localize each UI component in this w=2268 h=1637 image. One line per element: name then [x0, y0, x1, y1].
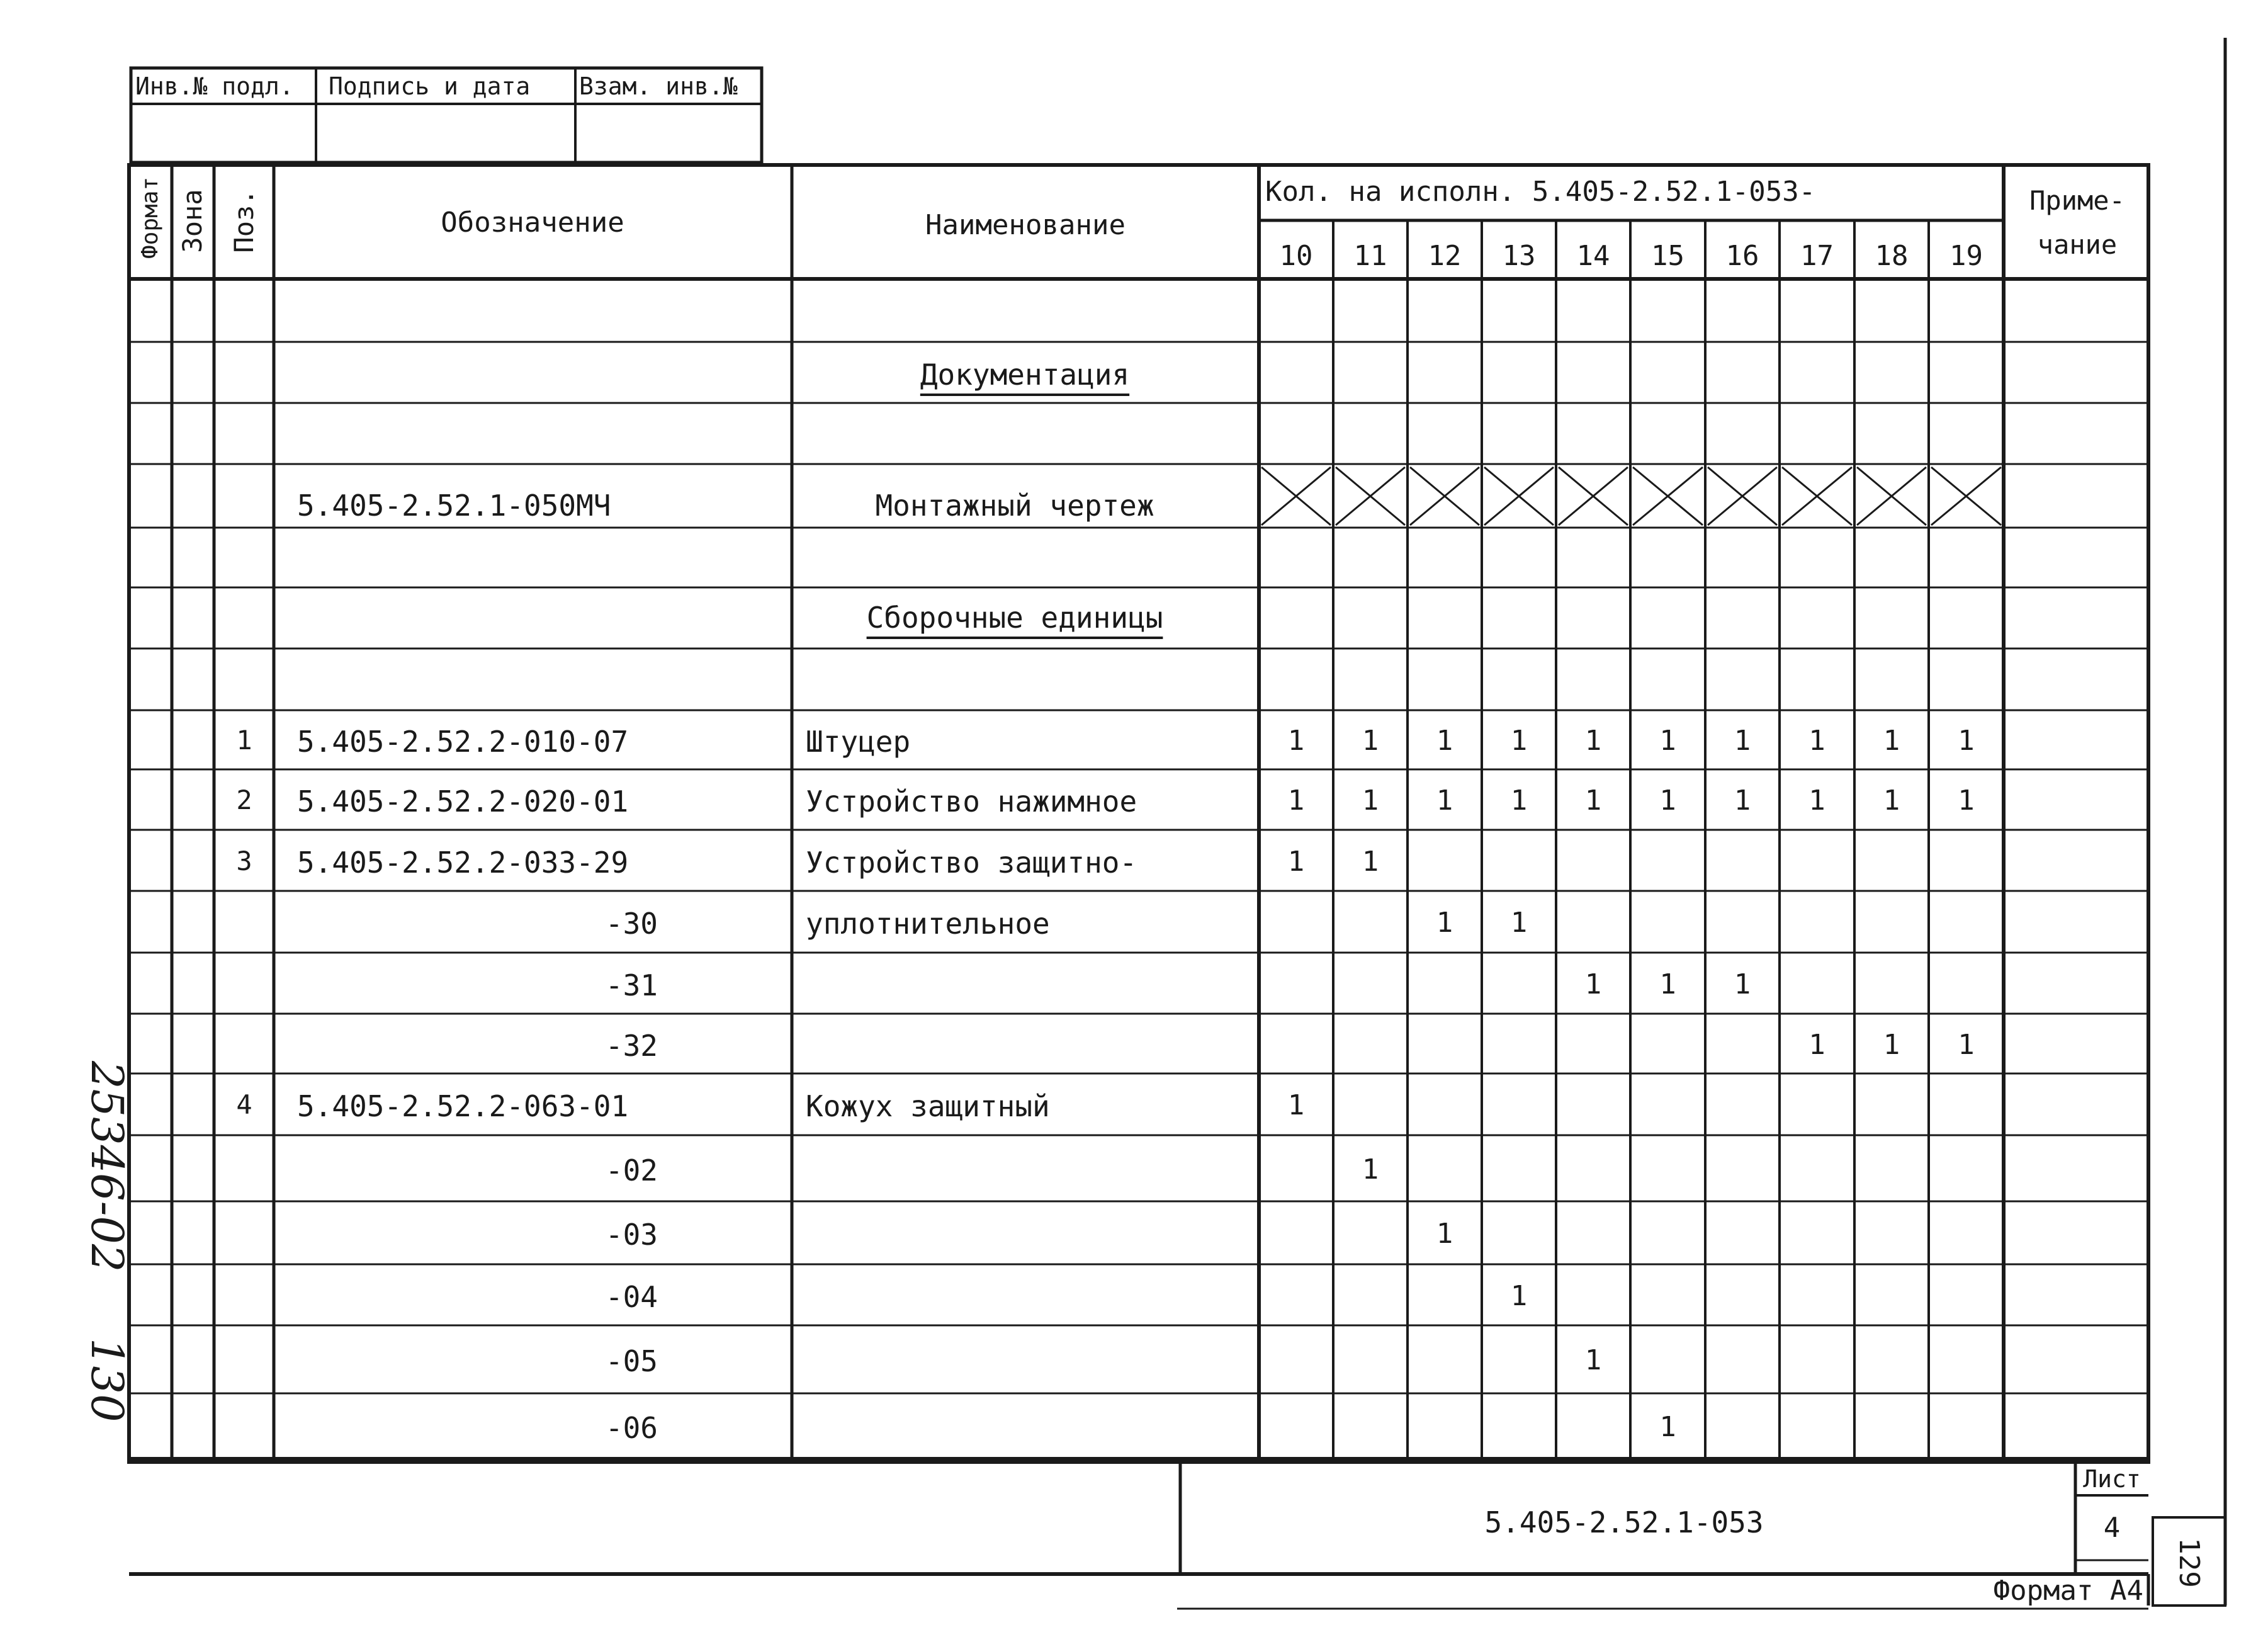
row-qty-cell: 1	[1883, 1029, 1900, 1061]
row-designation: -06	[605, 1411, 658, 1445]
row-qty-cell: 1	[1362, 725, 1379, 757]
row-qty-cell: 1	[1436, 1218, 1453, 1250]
variant-header: 10	[1279, 240, 1313, 272]
section-assembly-units: Сборочные единицы	[866, 601, 1163, 635]
header-zone: Зона	[177, 189, 208, 253]
variant-header: 15	[1651, 240, 1684, 272]
variant-header: 12	[1428, 240, 1462, 272]
row-designation: -31	[605, 968, 658, 1002]
row-qty-cell: 1	[1659, 785, 1676, 817]
row-qty-cell: 1	[1958, 785, 1975, 817]
variant-header: 17	[1800, 240, 1834, 272]
row-qty-cell: 1	[1287, 725, 1305, 757]
row-qty-cell: 1	[1958, 725, 1975, 757]
row-position: 2	[236, 785, 252, 815]
row-designation: -04	[605, 1280, 658, 1314]
variant-header: 18	[1875, 240, 1909, 272]
row-name: Устройство защитно-	[806, 846, 1137, 880]
row-position: 4	[236, 1089, 252, 1120]
row-designation: -32	[605, 1029, 658, 1063]
header-qty-title: Кол. на исполн. 5.405-2.52.1-053-	[1265, 176, 1816, 208]
row-qty-cell: 1	[1808, 785, 1825, 817]
format-label: Формат А4	[1993, 1575, 2143, 1607]
header-position: Поз.	[228, 189, 259, 253]
row-qty-cell: 1	[1659, 1411, 1676, 1443]
variant-header: 19	[1949, 240, 1983, 272]
section-documentation: Документация	[920, 358, 1130, 392]
variant-header: 11	[1353, 240, 1387, 272]
row-name: уплотнительное	[806, 907, 1050, 941]
row-qty-cell: 1	[1287, 846, 1305, 878]
row-qty-cell: 1	[1584, 725, 1602, 757]
row-qty-cell: 1	[1510, 907, 1528, 939]
row-designation: 5.405-2.52.2-063-01	[297, 1089, 629, 1123]
variant-header: 13	[1502, 240, 1536, 272]
header-format: Формат	[137, 176, 163, 259]
row-qty-cell: 1	[1808, 1029, 1825, 1061]
row-designation: 5.405-2.52.2-020-01	[297, 785, 629, 818]
side-page-number: 129	[2173, 1538, 2205, 1588]
documentation-row-designation: 5.405-2.52.1-050МЧ	[297, 489, 611, 523]
title-block-grid	[129, 38, 2225, 1609]
row-position: 1	[236, 725, 252, 756]
row-name: Кожух защитный	[806, 1089, 1050, 1123]
row-qty-cell: 1	[1510, 1280, 1528, 1312]
variant-header: 16	[1725, 240, 1759, 272]
row-qty-cell: 1	[1362, 785, 1379, 817]
row-qty-cell: 1	[1362, 846, 1379, 878]
handwritten-archive-code: 25346-02	[81, 1061, 133, 1272]
handwritten-page-number: 130	[81, 1338, 133, 1422]
row-qty-cell: 1	[1883, 785, 1900, 817]
row-qty-cell: 1	[1287, 785, 1305, 817]
header-designation: Обозначение	[441, 207, 624, 239]
sheet-label: Лист	[2083, 1465, 2141, 1493]
row-name: Устройство нажимное	[806, 785, 1137, 818]
row-qty-cell: 1	[1659, 725, 1676, 757]
row-qty-cell: 1	[1584, 1344, 1602, 1376]
sheet-number: 4	[2103, 1512, 2121, 1544]
row-designation: -02	[605, 1153, 658, 1187]
stamp-signature-date-label: Подпись и дата	[329, 72, 531, 100]
row-designation: -03	[605, 1218, 658, 1252]
row-qty-cell: 1	[1510, 785, 1528, 817]
row-qty-cell: 1	[1362, 1153, 1379, 1186]
row-qty-cell: 1	[1734, 968, 1751, 1000]
stamp-inventory-label: Инв.№ подл.	[135, 72, 294, 100]
row-qty-cell: 1	[1584, 968, 1602, 1000]
documentation-row-name: Монтажный чертеж	[875, 489, 1154, 523]
doc-number: 5.405-2.52.1-053	[1484, 1505, 1764, 1539]
row-qty-cell: 1	[1287, 1089, 1305, 1121]
row-qty-cell: 1	[1958, 1029, 1975, 1061]
stamp-replacement-label: Взам. инв.№	[579, 72, 738, 100]
row-qty-cell: 1	[1436, 785, 1453, 817]
row-qty-cell: 1	[1808, 725, 1825, 757]
row-qty-cell: 1	[1510, 725, 1528, 757]
row-designation: 5.405-2.52.2-033-29	[297, 846, 629, 880]
header-name: Наименование	[925, 209, 1126, 241]
row-designation: -05	[605, 1344, 658, 1378]
row-qty-cell: 1	[1734, 785, 1751, 817]
row-qty-cell: 1	[1436, 725, 1453, 757]
row-qty-cell: 1	[1659, 968, 1676, 1000]
header-note-line1: Приме-	[2029, 185, 2125, 216]
row-qty-cell: 1	[1436, 907, 1453, 939]
row-qty-cell: 1	[1584, 785, 1602, 817]
header-note-line2: чание	[2037, 229, 2118, 260]
variant-header: 14	[1576, 240, 1610, 272]
row-qty-cell: 1	[1734, 725, 1751, 757]
row-designation: -30	[605, 907, 658, 941]
row-name: Штуцер	[806, 725, 911, 759]
row-position: 3	[236, 846, 252, 876]
row-qty-cell: 1	[1883, 725, 1900, 757]
row-designation: 5.405-2.52.2-010-07	[297, 725, 629, 759]
